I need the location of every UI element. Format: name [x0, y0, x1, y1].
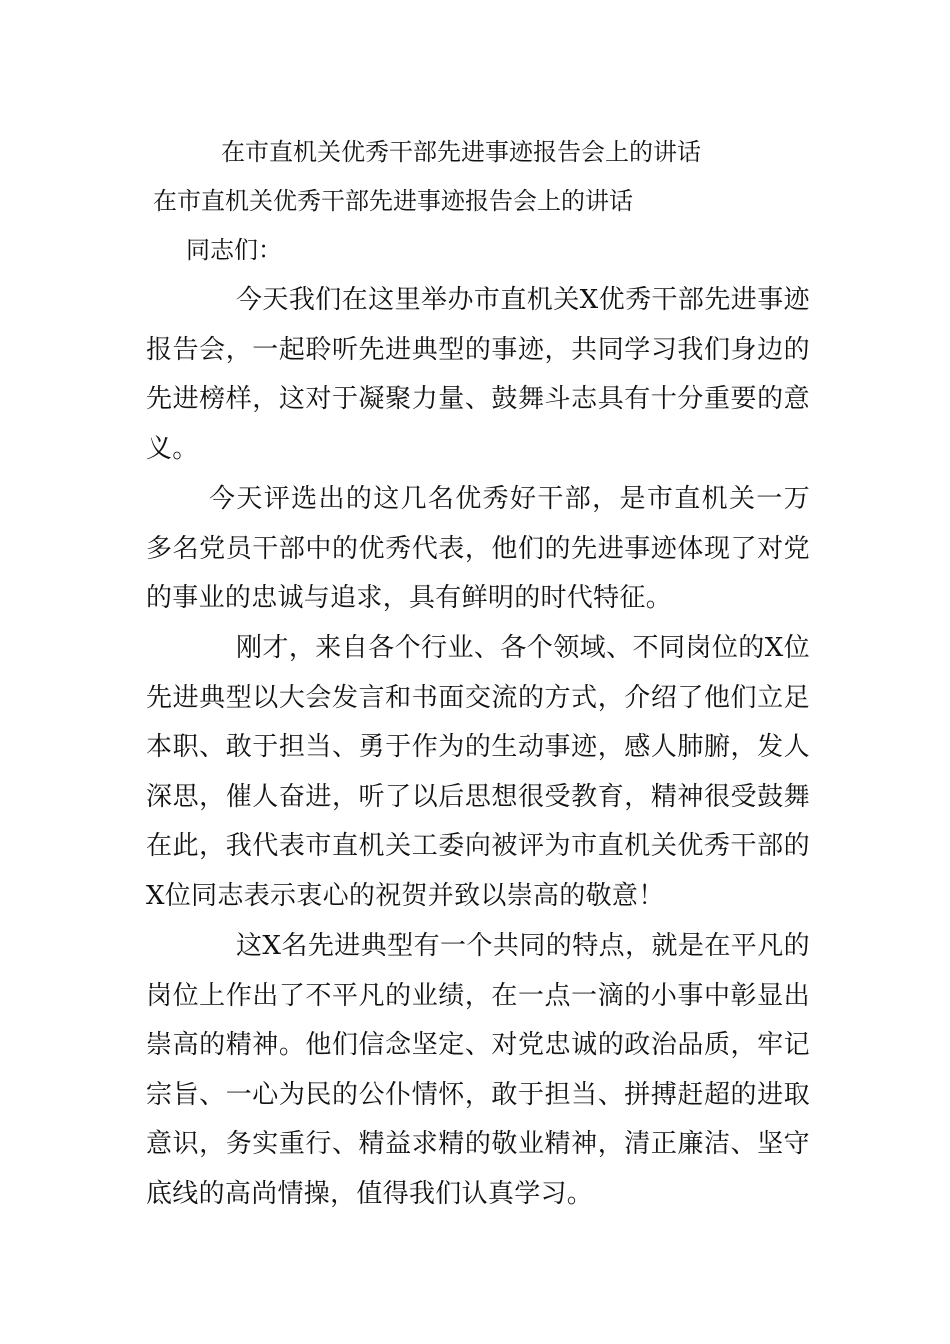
paragraph-2: 今天评选出的这几名优秀好干部，是市直机关一万多名党员干部中的优秀代表，他们的先进事迹体现了对党的事业的忠诚与追求，具有鲜明的时代特征。 [146, 484, 810, 613]
document-subtitle: 在市直机关优秀干部先进事迹报告会上的讲话 [153, 187, 633, 215]
document-title: 在市直机关优秀干部先进事迹报告会上的讲话 [221, 138, 701, 166]
paragraph-4: 这X名先进典型有一个共同的特点，就是在平凡的岗位上作出了不平凡的业绩，在一点一滴的小事中彰显出崇高的精神。他们信念坚定、对党忠诚的政治品质，牢记宗旨、一心为民的公仆情怀，敢于担当、拼搏赶超的进取意识，务实重行、精益求精的敬业精神，清正廉洁、坚守底线的高尚情操，值得我们认真学习。 [146, 931, 810, 1209]
paragraph-3: 刚才，来自各个行业、各个领域、不同岗位的X位先进典型以大会发言和书面交流的方式，介绍了他们立足本职、敢于担当、勇于作为的生动事迹，感人肺腑，发人深思，催人奋进，听了以后思想很受教育，精神很受鼓舞在此，我代表市直机关工委向被评为市直机关优秀干部的X位同志表示衷心的祝贺并致以崇高的敬意！ [146, 633, 810, 911]
paragraph-1: 今天我们在这里举办市直机关X优秀干部先进事迹报告会，一起聆听先进典型的事迹，共同学习我们身边的先进榜样，这对于凝聚力量、鼓舞斗志具有十分重要的意义。 [146, 285, 810, 464]
greeting: 同志们： [186, 236, 282, 264]
